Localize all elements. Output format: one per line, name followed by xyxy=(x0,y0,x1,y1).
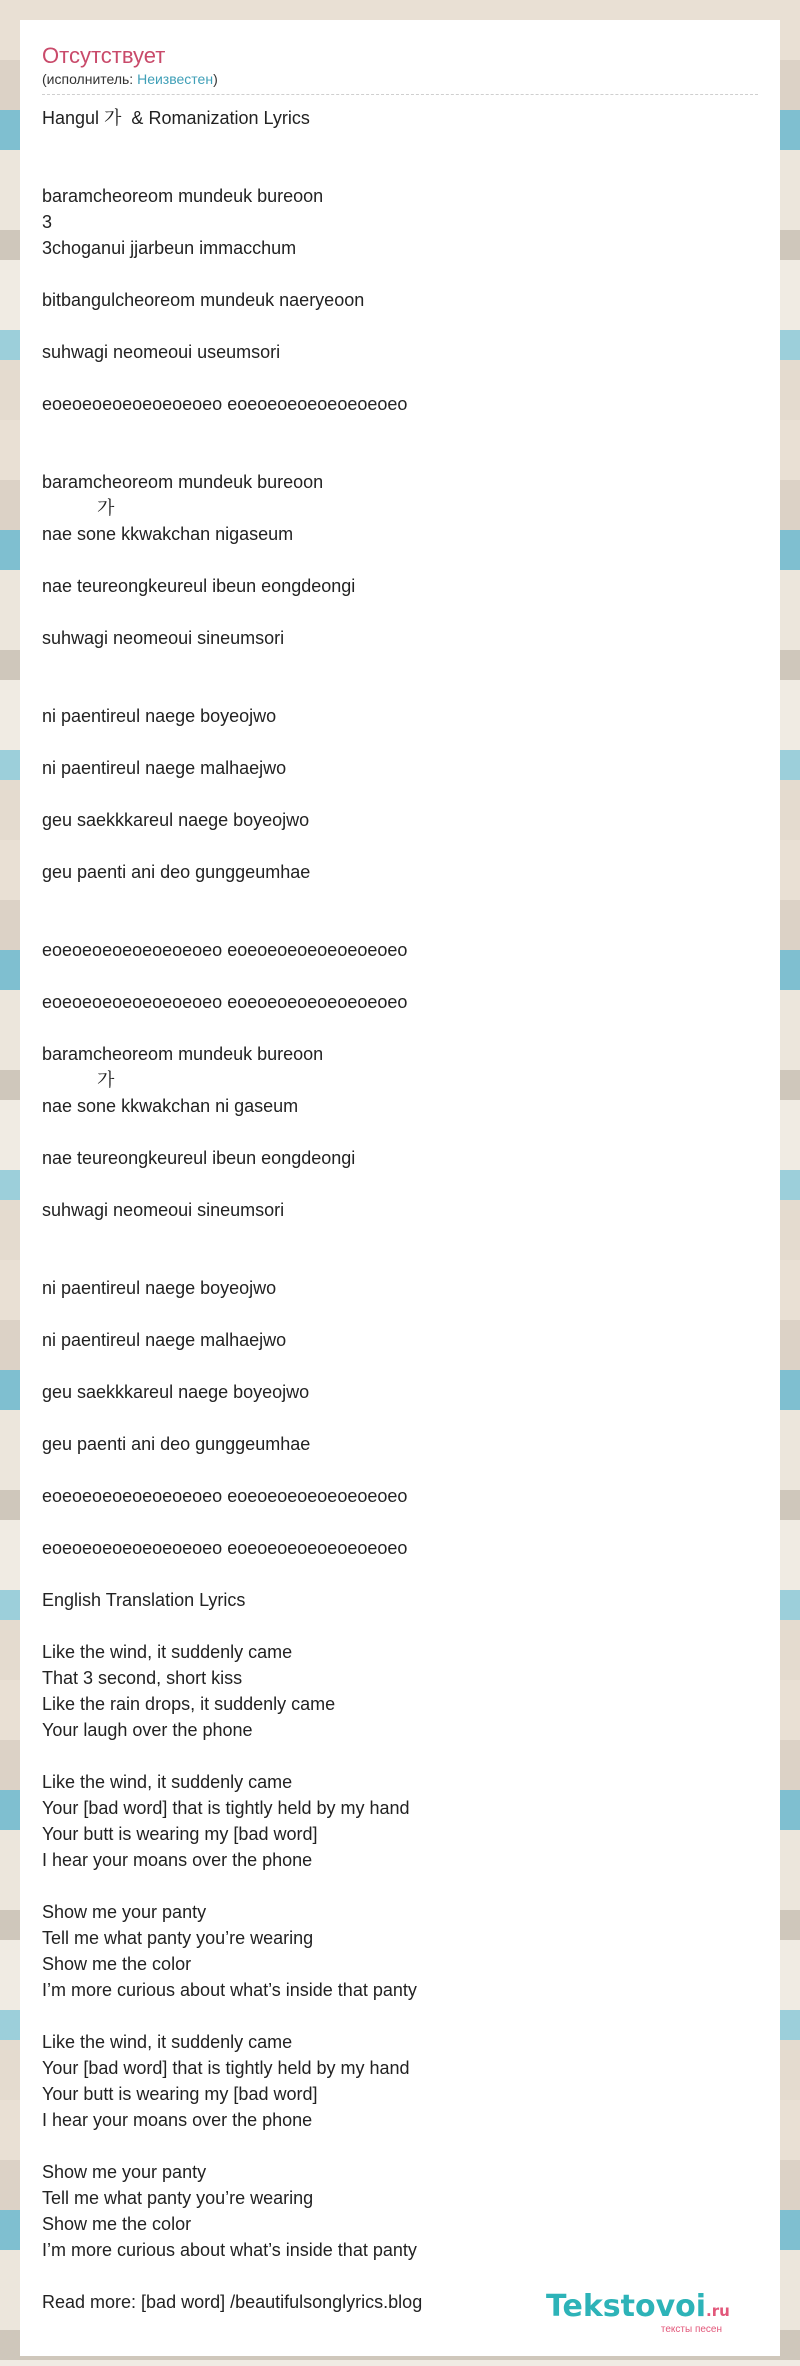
lyric-line xyxy=(42,1171,758,1197)
lyric-line: nae sone kkwakchan ni gaseum xyxy=(42,1096,299,1116)
artist-suffix: ) xyxy=(213,71,218,87)
lyric-line xyxy=(42,651,758,677)
lyric-line: ni paentireul naege boyeojwo xyxy=(42,1278,277,1298)
lyrics-card xyxy=(20,20,780,2356)
lyric-line: 3choganui jjarbeun immacchum xyxy=(42,238,297,258)
lyric-line xyxy=(42,1301,758,1327)
lyric-line xyxy=(42,365,758,391)
lyric-line xyxy=(42,677,758,703)
lyric-line: Like the wind, it suddenly came xyxy=(42,2032,293,2052)
lyric-line: 가 xyxy=(42,498,115,518)
lyric-line xyxy=(42,1873,758,1899)
lyric-line: Read more: [bad word] /beautifulsonglyrics.blog xyxy=(42,2292,423,2312)
lyric-line xyxy=(42,833,758,859)
lyric-line: Your [bad word] that is tightly held by my hand xyxy=(42,2058,410,2078)
lyric-line: ni paentireul naege boyeojwo xyxy=(42,706,277,726)
lyric-line xyxy=(42,1743,758,1769)
lyric-line: Your butt is wearing my [bad word] xyxy=(42,1824,318,1844)
lyric-line: Tell me what panty you’re wearing xyxy=(42,2188,314,2208)
lyric-line: Like the rain drops, it suddenly came xyxy=(42,1694,336,1714)
artist-link[interactable]: Неизвестен xyxy=(137,71,214,87)
logo-tld: .ru xyxy=(706,2302,730,2320)
lyric-line: Show me your panty xyxy=(42,1902,207,1922)
artist-line xyxy=(42,70,758,88)
lyric-line xyxy=(42,2003,758,2029)
lyric-line: I hear your moans over the phone xyxy=(42,1850,313,1870)
lyric-line: Like the wind, it suddenly came xyxy=(42,1642,293,1662)
lyric-line: I’m more curious about what’s inside that panty xyxy=(42,1980,417,2000)
lyric-line xyxy=(42,1613,758,1639)
lyric-line xyxy=(42,417,758,443)
lyric-line: Hangul 가 & Romanization Lyrics xyxy=(42,108,310,128)
lyric-line xyxy=(42,963,758,989)
lyric-line xyxy=(42,2263,758,2289)
tekstovoi-logo[interactable] xyxy=(546,2290,760,2334)
lyric-line xyxy=(42,157,758,183)
lyric-line: bitbangulcheoreom mundeuk naeryeoon xyxy=(42,290,365,310)
lyric-line xyxy=(42,1561,758,1587)
lyric-line xyxy=(42,911,758,937)
lyric-line: geu saekkkareul naege boyeojwo xyxy=(42,810,310,830)
lyric-line xyxy=(42,313,758,339)
lyric-line: 3 xyxy=(42,212,53,232)
lyric-line: nae teureongkeureul ibeun eongdeongi xyxy=(42,1148,356,1168)
lyric-line: baramcheoreom mundeuk bureoon xyxy=(42,186,324,206)
lyric-line: suhwagi neomeoui sineumsori xyxy=(42,1200,285,1220)
lyric-line xyxy=(42,1249,758,1275)
lyric-line xyxy=(42,1353,758,1379)
lyric-line: Show me your panty xyxy=(42,2162,207,2182)
lyric-line: nae teureongkeureul ibeun eongdeongi xyxy=(42,576,356,596)
lyric-line: geu paenti ani deo gunggeumhae xyxy=(42,862,311,882)
lyric-line: Your laugh over the phone xyxy=(42,1720,253,1740)
logo-tagline: тексты песен xyxy=(660,2324,722,2335)
lyric-line xyxy=(42,547,758,573)
lyric-line: 가 xyxy=(42,1070,115,1090)
song-header xyxy=(42,42,758,95)
song-title: Отсутствует xyxy=(42,43,166,68)
logo-main-text: Tekstovoi xyxy=(546,2289,707,2324)
lyric-line xyxy=(42,131,758,157)
lyric-line xyxy=(42,729,758,755)
lyric-line: Your butt is wearing my [bad word] xyxy=(42,2084,318,2104)
lyric-line: baramcheoreom mundeuk bureoon xyxy=(42,1044,324,1064)
lyric-line: Show me the color xyxy=(42,1954,192,1974)
lyric-line: I hear your moans over the phone xyxy=(42,2110,313,2130)
lyric-line: English Translation Lyrics xyxy=(42,1590,246,1610)
lyric-line xyxy=(42,1509,758,1535)
lyric-line xyxy=(42,1223,758,1249)
lyric-line: ni paentireul naege malhaejwo xyxy=(42,758,287,778)
lyric-line: I’m more curious about what’s inside that panty xyxy=(42,2240,417,2260)
lyric-line xyxy=(42,781,758,807)
lyric-line: Show me the color xyxy=(42,2214,192,2234)
lyric-line: geu saekkkareul naege boyeojwo xyxy=(42,1382,310,1402)
artist-prefix: (исполнитель: xyxy=(42,71,138,87)
lyric-line: eoeoeoeoeoeoeoeoeo eoeoeoeoeoeoeoeoeo xyxy=(42,1486,408,1506)
lyric-line: eoeoeoeoeoeoeoeoeo eoeoeoeoeoeoeoeoeo xyxy=(42,992,408,1012)
lyric-line xyxy=(42,2133,758,2159)
lyric-line xyxy=(42,443,758,469)
lyric-line: nae sone kkwakchan nigaseum xyxy=(42,524,294,544)
lyric-line: ni paentireul naege malhaejwo xyxy=(42,1330,287,1350)
lyric-line: Your [bad word] that is tightly held by my hand xyxy=(42,1798,410,1818)
lyric-line xyxy=(42,1457,758,1483)
lyric-line: Like the wind, it suddenly came xyxy=(42,1772,293,1792)
lyric-line xyxy=(42,885,758,911)
lyric-line: eoeoeoeoeoeoeoeoeo eoeoeoeoeoeoeoeoeo xyxy=(42,394,408,414)
lyric-line xyxy=(42,1119,758,1145)
lyric-line: baramcheoreom mundeuk bureoon xyxy=(42,472,324,492)
lyric-line xyxy=(42,1015,758,1041)
lyric-line xyxy=(42,261,758,287)
lyric-line xyxy=(42,599,758,625)
lyric-line: That 3 second, short kiss xyxy=(42,1668,243,1688)
lyric-line: Tell me what panty you’re wearing xyxy=(42,1928,314,1948)
lyric-line xyxy=(42,1405,758,1431)
lyric-line: suhwagi neomeoui sineumsori xyxy=(42,628,285,648)
lyric-line: geu paenti ani deo gunggeumhae xyxy=(42,1434,311,1454)
lyric-line: eoeoeoeoeoeoeoeoeo eoeoeoeoeoeoeoeoeo xyxy=(42,1538,408,1558)
lyric-line: suhwagi neomeoui useumsori xyxy=(42,342,281,362)
lyrics-body xyxy=(42,105,758,2315)
lyric-line: eoeoeoeoeoeoeoeoeo eoeoeoeoeoeoeoeoeo xyxy=(42,940,408,960)
